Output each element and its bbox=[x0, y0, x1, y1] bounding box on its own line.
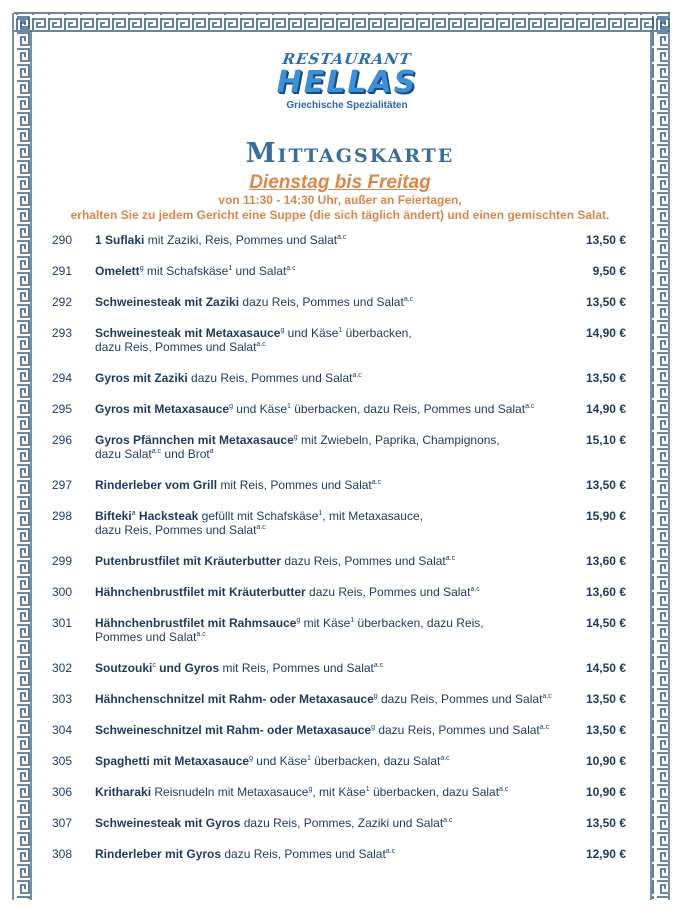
allergen-note: a.c bbox=[286, 265, 296, 272]
menu-item-name: Bifteki bbox=[95, 509, 132, 523]
allergen-note: g bbox=[296, 617, 301, 624]
menu-item-price: 13,50 € bbox=[585, 478, 626, 492]
menu-item-name: Gyros mit Metaxasauce bbox=[95, 402, 230, 416]
menu-item-number: 304 bbox=[52, 723, 73, 737]
menu-item-row bbox=[40, 554, 630, 585]
menu-item-detail: dazu Reis, Pommes und Salat bbox=[377, 692, 543, 706]
menu-item-row bbox=[40, 433, 630, 478]
menu-item-detail: und Käse bbox=[232, 402, 288, 416]
allergen-note: a.c bbox=[443, 817, 453, 824]
menu-item-name: Hähnchenbrustfilet mit Rahmsauce bbox=[95, 616, 297, 630]
menu-item-name-part: und Gyros bbox=[155, 661, 220, 675]
menu-item-row bbox=[40, 847, 630, 878]
menu-item-name: Spaghetti mit Metaxasauce bbox=[95, 754, 250, 768]
menu-item-number: 307 bbox=[52, 816, 73, 830]
allergen-note: a.c bbox=[542, 693, 552, 700]
menu-item-description bbox=[95, 233, 555, 247]
menu-item-description bbox=[95, 723, 555, 737]
menu-item-price: 14,90 € bbox=[585, 402, 626, 416]
menu-item-detail: überbacken, bbox=[342, 326, 412, 340]
menu-item-description bbox=[95, 264, 555, 278]
menu-item-detail: dazu Reis, Pommes und Salat bbox=[281, 554, 446, 568]
menu-item-row bbox=[40, 402, 630, 433]
menu-item-detail: mit Schafskäse bbox=[143, 264, 229, 278]
menu-item-detail: dazu Reis, Pommes, Zaziki und Salat bbox=[240, 816, 444, 830]
menu-item-price: 15,90 € bbox=[585, 509, 626, 523]
menu-item-detail: mit Käse bbox=[300, 616, 351, 630]
menu-item-number: 299 bbox=[52, 554, 73, 568]
menu-item-detail: und Käse bbox=[284, 326, 339, 340]
menu-item-detail: mit Zwiebeln, Paprika, Champignons, bbox=[297, 433, 500, 447]
menu-item-number: 306 bbox=[52, 785, 73, 799]
menu-item-detail: dazu Reis, Pommes und Salat bbox=[239, 295, 404, 309]
menu-item-detail: dazu Reis, Pommes und Salat bbox=[95, 523, 257, 537]
menu-item-name: Hähnchenschnitzel mit Rahm- oder Metaxasauce bbox=[95, 692, 374, 706]
menu-item-name: Hähnchenbrustfilet mit Kräuterbutter bbox=[95, 585, 306, 599]
menu-content bbox=[40, 40, 660, 870]
menu-item-detail: mit Reis, Pommes und Salat bbox=[219, 661, 374, 675]
menu-item-name: Schweinesteak mit Metaxasauce bbox=[95, 326, 281, 340]
menu-item-detail: überbacken, dazu Salat bbox=[310, 754, 441, 768]
allergen-note: 1 bbox=[287, 403, 291, 410]
allergen-note: a.c bbox=[196, 631, 206, 638]
allergen-note: a.c bbox=[352, 372, 362, 379]
menu-item-name: Schweinesteak mit Gyros bbox=[95, 816, 241, 830]
menu-item-name: Omelett bbox=[95, 264, 140, 278]
menu-item-row bbox=[40, 754, 630, 785]
allergen-note: a.c bbox=[539, 724, 550, 731]
menu-item-number: 308 bbox=[52, 847, 73, 861]
allergen-note: a.c bbox=[470, 586, 480, 593]
menu-item-number: 291 bbox=[52, 264, 73, 278]
menu-item-detail: dazu Reis, Pommes und Salat bbox=[305, 585, 471, 599]
menu-item-number: 296 bbox=[52, 433, 73, 447]
menu-item-number: 302 bbox=[52, 661, 73, 675]
menu-item-description bbox=[95, 754, 555, 768]
allergen-note: a.c bbox=[371, 479, 382, 486]
menu-item-detail: dazu Reis, Pommes und Salat bbox=[375, 723, 540, 737]
menu-item-detail: überbacken, dazu Salat bbox=[369, 785, 500, 799]
allergen-note: a.c bbox=[151, 448, 162, 455]
menu-item-price: 14,90 € bbox=[585, 326, 626, 340]
allergen-note: a.c bbox=[256, 524, 266, 531]
menu-item-description bbox=[95, 478, 555, 492]
menu-item-description bbox=[95, 692, 555, 706]
menu-item-price: 14,50 € bbox=[585, 661, 626, 675]
menu-item-row bbox=[40, 585, 630, 616]
menu-item-price: 14,50 € bbox=[585, 616, 626, 630]
menu-item-description bbox=[95, 585, 555, 599]
menu-item-row bbox=[40, 616, 630, 661]
opening-hours: von 11:30 - 14:30 Uhr, außer an Feiertagen, bbox=[218, 193, 462, 207]
menu-item-name-part: Hacksteak bbox=[135, 509, 199, 523]
menu-item-description bbox=[95, 554, 555, 568]
menu-item-row bbox=[40, 816, 630, 847]
menu-item-name: Gyros mit Zaziki bbox=[95, 371, 188, 385]
allergen-note: 1 bbox=[318, 510, 323, 517]
menu-item-name: Soutzouki bbox=[95, 661, 153, 675]
menu-item-price: 13,60 € bbox=[585, 585, 626, 599]
allergen-note: 1 bbox=[228, 265, 233, 272]
allergen-note: g bbox=[229, 403, 233, 410]
menu-item-detail: , mit Käse bbox=[312, 785, 366, 799]
menu-item-description bbox=[95, 433, 555, 461]
menu-item-detail: und Brot bbox=[161, 447, 210, 461]
logo-hellas-text: HELLAS bbox=[276, 65, 418, 100]
menu-item-price: 15,10 € bbox=[585, 433, 626, 447]
menu-item-price: 13,50 € bbox=[585, 295, 626, 309]
menu-item-row bbox=[40, 692, 630, 723]
menu-item-number: 303 bbox=[52, 692, 73, 706]
allergen-note: c bbox=[152, 662, 156, 669]
menu-item-price: 13,50 € bbox=[585, 233, 626, 247]
menu-item-number: 290 bbox=[52, 233, 73, 247]
menu-item-number: 295 bbox=[52, 402, 73, 416]
menu-item-description bbox=[95, 509, 555, 537]
allergen-note: a.c bbox=[499, 786, 509, 793]
menu-item-number: 298 bbox=[52, 509, 73, 523]
allergen-note: a.c bbox=[385, 848, 396, 855]
menu-item-name: Putenbrustfilet mit Kräuterbutter bbox=[95, 554, 282, 568]
menu-item-name: Kritharaki bbox=[95, 785, 152, 799]
menu-item-description bbox=[95, 402, 555, 416]
days-subtitle: Dienstag bis Freitag bbox=[249, 172, 431, 193]
allergen-note: a bbox=[209, 448, 214, 455]
menu-item-detail: Reisnudeln mit Metaxasauce bbox=[151, 785, 309, 799]
allergen-note: 1 bbox=[350, 617, 355, 624]
menu-item-name: Schweinesteak mit Zaziki bbox=[95, 295, 240, 309]
menu-item-row bbox=[40, 785, 630, 816]
menu-item-description bbox=[95, 295, 555, 309]
menu-item-detail: und Käse bbox=[252, 754, 308, 768]
menu-item-number: 297 bbox=[52, 478, 73, 492]
menu-item-row bbox=[40, 723, 630, 754]
menu-item-number: 301 bbox=[52, 616, 73, 630]
menu-item-number: 293 bbox=[52, 326, 73, 340]
allergen-note: a.c bbox=[525, 403, 535, 410]
allergen-note: a.c bbox=[337, 234, 347, 241]
allergen-note: g bbox=[139, 265, 144, 272]
menu-item-name: Rinderleber mit Gyros bbox=[95, 847, 222, 861]
menu-item-detail: dazu Salat bbox=[95, 447, 152, 461]
menu-item-detail: Pommes und Salat bbox=[95, 630, 197, 644]
menu-item-detail: überbacken, dazu Reis, Pommes und Salat bbox=[290, 402, 526, 416]
menu-item-number: 300 bbox=[52, 585, 73, 599]
menu-item-row bbox=[40, 326, 630, 371]
menu-item-price: 10,90 € bbox=[585, 754, 626, 768]
allergen-note: a.c bbox=[373, 662, 384, 669]
allergen-note: g bbox=[280, 327, 285, 334]
menu-item-detail: mit Zaziki, Reis, Pommes und Salat bbox=[144, 233, 338, 247]
menu-item-price: 13,60 € bbox=[585, 554, 626, 568]
allergen-note: g bbox=[308, 786, 313, 793]
menu-item-detail: dazu Reis, Pommes und Salat bbox=[221, 847, 386, 861]
menu-item-price: 10,90 € bbox=[585, 785, 626, 799]
menu-item-number: 294 bbox=[52, 371, 73, 385]
allergen-note: g bbox=[293, 434, 298, 441]
page-title: Mittagskarte bbox=[245, 138, 455, 169]
logo-subtitle: Griechische Spezialitäten bbox=[286, 100, 408, 111]
restaurant-logo bbox=[272, 50, 422, 125]
menu-item-description bbox=[95, 816, 555, 830]
menu-item-name: Schweineschnitzel mit Rahm- oder Metaxasauce bbox=[95, 723, 372, 737]
menu-item-price: 9,50 € bbox=[592, 264, 626, 278]
allergen-note: g bbox=[373, 693, 378, 700]
menu-item-price: 13,50 € bbox=[585, 816, 626, 830]
menu-item-detail: gefüllt mit Schafskäse bbox=[198, 509, 319, 523]
menu-item-number: 292 bbox=[52, 295, 73, 309]
menu-item-detail: mit Reis, Pommes und Salat bbox=[217, 478, 372, 492]
menu-item-name: 1 Suflaki bbox=[95, 233, 145, 247]
menu-item-detail: , mit Metaxasauce, bbox=[322, 509, 423, 523]
menu-note: erhalten Sie zu jedem Gericht eine Suppe (die sich täglich ändert) und einen gemischten Salat. bbox=[70, 208, 610, 222]
menu-item-price: 13,50 € bbox=[585, 371, 626, 385]
allergen-note: a.c bbox=[445, 555, 456, 562]
logo-restaurant-text: RESTAURANT bbox=[281, 50, 413, 68]
menu-item-detail: überbacken, dazu Reis, bbox=[354, 616, 484, 630]
menu-item-row bbox=[40, 661, 630, 692]
allergen-note: 1 bbox=[338, 327, 343, 334]
allergen-note: g bbox=[249, 755, 253, 762]
allergen-note: a.c bbox=[256, 341, 266, 348]
menu-item-row bbox=[40, 371, 630, 402]
allergen-note: 1 bbox=[307, 755, 311, 762]
menu-item-row bbox=[40, 264, 630, 295]
menu-item-description bbox=[95, 847, 555, 861]
menu-item-description bbox=[95, 785, 555, 799]
menu-item-description bbox=[95, 616, 555, 644]
menu-item-row bbox=[40, 295, 630, 326]
menu-item-description bbox=[95, 661, 555, 675]
menu-item-row bbox=[40, 478, 630, 509]
menu-item-detail: dazu Reis, Pommes und Salat bbox=[95, 340, 257, 354]
menu-item-detail: dazu Reis, Pommes und Salat bbox=[187, 371, 353, 385]
menu-item-name: Gyros Pfännchen mit Metaxasauce bbox=[95, 433, 294, 447]
menu-item-description bbox=[95, 326, 555, 354]
allergen-note: a bbox=[131, 510, 136, 517]
menu-item-price: 12,90 € bbox=[585, 847, 626, 861]
menu-item-name: Rinderleber vom Grill bbox=[95, 478, 218, 492]
menu-item-detail: und Salat bbox=[232, 264, 287, 278]
menu-item-row bbox=[40, 509, 630, 554]
allergen-note: a.c bbox=[403, 296, 414, 303]
allergen-note: a.c bbox=[440, 755, 450, 762]
menu-item-number: 305 bbox=[52, 754, 73, 768]
menu-item-price: 13,50 € bbox=[585, 692, 626, 706]
menu-item-description bbox=[95, 371, 555, 385]
menu-item-row bbox=[40, 233, 630, 264]
allergen-note: g bbox=[371, 724, 375, 731]
menu-item-price: 13,50 € bbox=[585, 723, 626, 737]
allergen-note: 1 bbox=[365, 786, 370, 793]
